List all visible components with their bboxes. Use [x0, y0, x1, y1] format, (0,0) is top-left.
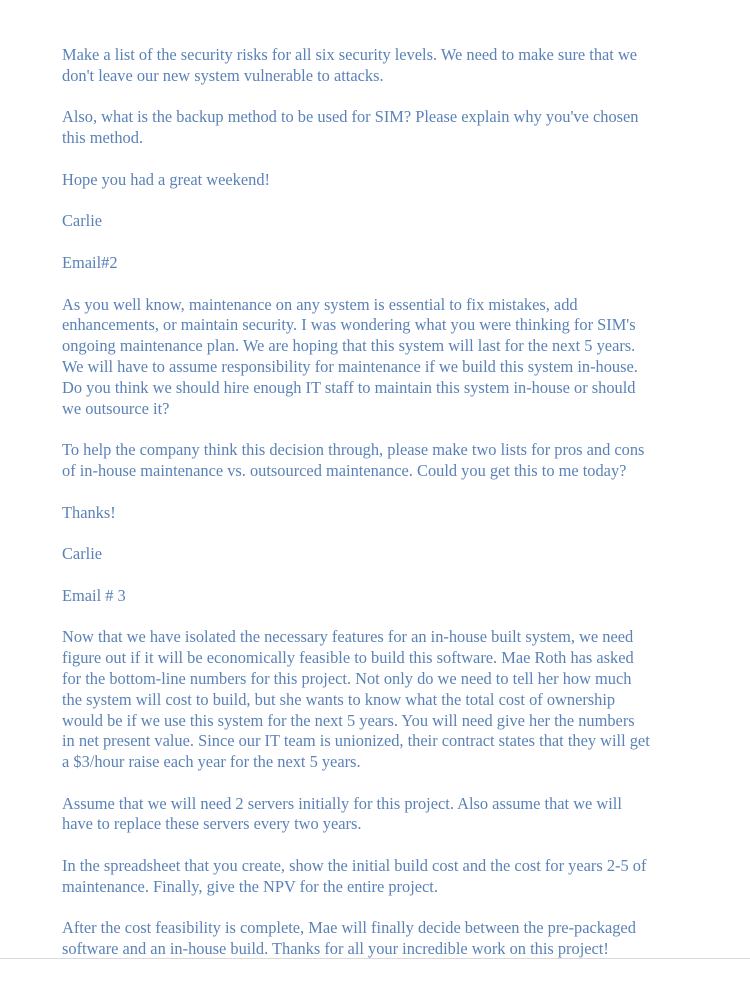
email-heading-3: Email # 3	[62, 585, 126, 605]
paragraph-spreadsheet: In the spreadsheet that you create, show the initial build cost and the cost for years 2-5 of maintenance. Finally, give the NPV for the entire project.	[62, 856, 647, 896]
document-body	[62, 45, 712, 981]
paragraph-maintenance: As you well know, maintenance on any system is essential to fix mistakes, add enhancements, or maintain security. I was wondering what you were thinking for SIM's ongoing maintenance plan. We are hoping that this system will last for the next 5 years. We will have to assume responsibility for maintenance if we build this system in-house. Do you think we should hire enough IT staff to maintain this system in-house or should we outsource it?	[62, 294, 638, 418]
paragraph-greeting: Hope you had a great weekend!	[62, 169, 270, 189]
bottom-divider	[0, 958, 750, 959]
signature-1: Carlie	[62, 211, 103, 231]
signature-2: Carlie	[62, 544, 103, 564]
paragraph-security-risks: Make a list of the security risks for all six security levels. We need to make sure that we don't leave our new system vulnerable to attacks.	[62, 45, 638, 85]
paragraph-backup-method: Also, what is the backup method to be used for SIM? Please explain why you've chosen this method.	[62, 107, 639, 148]
paragraph-pros-cons: To help the company think this decision through, please make two lists for pros and cons of in-house maintenance vs. outsourced maintenance. Could you get this to me today?	[62, 440, 645, 480]
email-heading-2: Email#2	[62, 252, 118, 272]
paragraph-cost-feasibility: Now that we have isolated the necessary features for an in-house built system, we need figure out if it will be economically feasible to build this software. Mae Roth has asked for the bottom-line numbers for this project. Not only do we need to tell her how much the system will cost to build, but she wants to know what the total cost of ownership would be if we use this system for the next 5 years. You will need give her the numbers in net present value. Since our IT team is unionized, their contract states that they will get a $3/hour raise each year for the next 5 years.	[62, 627, 650, 772]
paragraph-thanks: Thanks!	[62, 502, 116, 522]
paragraph-servers: Assume that we will need 2 servers initially for this project. Also assume that we will have to replace these servers every two years.	[62, 793, 622, 834]
paragraph-final-decision: After the cost feasibility is complete, Mae will finally decide between the pre-packaged software and an in-house build. Thanks for all your incredible work on this project!	[62, 918, 636, 959]
